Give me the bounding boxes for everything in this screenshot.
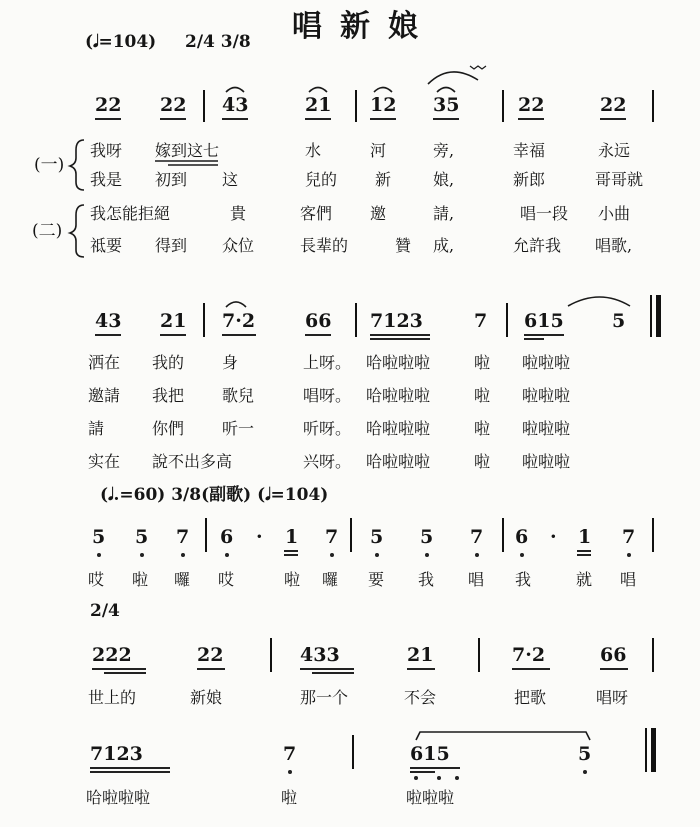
lyric: 我呀 [90,141,123,160]
lyric: 客們 [300,204,333,223]
lyric: 成, [433,236,455,255]
note: 1 [285,526,299,548]
lyric: 兒的 [305,170,338,189]
note-group: 615 [524,310,564,332]
lyric: 娘, [433,170,455,189]
lyric: 这 [222,170,239,189]
note: 6 [220,526,234,548]
note-group: 7 [474,310,488,332]
lyric: 新娘 [190,688,223,707]
brace [70,205,84,257]
refrain-header: (𝅘𝅥.=60) 3/8(副歌) (𝅘𝅥=104) [100,485,329,505]
note: 7 [325,526,339,548]
note-group: 7·2 [512,644,546,666]
note-group: 615 [410,743,450,765]
note: 5 [135,526,149,548]
lyric: 請, [433,204,455,223]
note: 1 [578,526,592,548]
slur [437,88,455,93]
note-group: 22 [95,94,122,116]
note-group: 43 [95,310,122,332]
note-group: 7123 [90,743,143,765]
note-group: 21 [407,644,434,666]
lyric: 哈啦啦啦 [366,353,431,372]
note-group: 433 [300,644,340,666]
lyric: 把歌 [514,688,547,707]
note-group: 22 [600,94,627,116]
lyric: 哈啦啦啦 [366,386,431,405]
lyric: 請 [88,419,105,438]
note-group: 22 [197,644,224,666]
note: 5 [420,526,434,548]
lyric: 祗要 [90,236,123,255]
lyric: 听一 [222,419,255,438]
lyric: 啦 [474,386,491,405]
lyric: 新郎 [513,170,546,189]
lyric: 唱一段 [520,204,569,223]
note: 7 [622,526,636,548]
lyric: 啦 [132,570,149,589]
lyric: 啦 [281,788,298,807]
lyric: 我是 [90,170,123,189]
breath-mark [470,66,486,69]
lyric: 唱 [468,570,485,589]
lyric: 啦 [474,419,491,438]
note-group: 66 [600,644,627,666]
note-group: 22 [160,94,187,116]
lyric: 我怎能拒絕 [90,204,171,223]
lyric: 你們 [152,419,185,438]
slur [226,302,246,307]
lyric: 囉 [322,570,339,589]
time-signature: 2/4 3/8 [185,32,251,52]
lyric: 啦 [474,452,491,471]
verse-label: (二) [32,221,63,241]
note-group: 21 [160,310,187,332]
note-group: 66 [305,310,332,332]
lyric: 唱 [620,570,637,589]
note: 7 [470,526,484,548]
lyric: 上呀。 [303,353,352,372]
lyric: 邀 [370,204,387,223]
lyric: 我 [515,570,532,589]
lyric: 唱呀。 [303,386,352,405]
note-group: 222 [92,644,132,666]
note: · [550,526,557,548]
lyric: 長辈的 [300,236,349,255]
lyric: 兴呀。 [303,452,352,471]
lyric: 啦啦啦 [522,452,571,471]
lyric: 得到 [155,236,188,255]
lyric: 河 [370,141,387,160]
phrase-tie [568,297,630,306]
note-group: 21 [305,94,332,116]
lyric: 唱呀 [596,688,629,707]
note-group: 5 [578,743,592,765]
note: 7 [176,526,190,548]
lyric: 哎 [88,570,105,589]
lyric: 啦啦啦 [522,353,571,372]
phrase-tie [428,72,478,84]
lyric: 歌兒 [222,386,255,405]
brace [70,140,84,190]
note-group: 7·2 [222,310,256,332]
lyric: 啦 [284,570,301,589]
note-group: 22 [518,94,545,116]
note: 5 [92,526,106,548]
lyric: 邀請 [88,386,121,405]
lyric: 我的 [152,353,185,372]
lyric: 要 [368,570,385,589]
note-group: 7123 [370,310,423,332]
lyric: 贊 [395,236,412,255]
lyric: 囉 [174,570,191,589]
lyric: 我把 [152,386,185,405]
lyric: 世上的 [88,688,137,707]
lyric: 貴 [230,204,247,223]
lyric: 哥哥就 [595,170,644,189]
slur [226,88,244,93]
note-group: 7 [283,743,297,765]
lyric: 允許我 [513,236,562,255]
lyric: 就 [576,570,593,589]
lyric: 众位 [222,236,255,255]
lyric: 听呀。 [303,419,352,438]
note: · [256,526,263,548]
note-group: 12 [370,94,397,116]
lyric: 哈啦啦啦 [366,452,431,471]
lyric: 那一个 [300,688,349,707]
lyric: 水 [305,141,322,160]
lyric: 嫁到这七 [155,141,220,160]
lyric: 不会 [404,688,437,707]
lyric: 小曲 [598,204,631,223]
note: 6 [515,526,529,548]
lyric: 啦啦啦 [522,386,571,405]
tempo-marking: (𝅘𝅥=104) [85,32,157,52]
meter-change: 2/4 [90,601,120,621]
lyric: 啦 [474,353,491,372]
lyric: 哈啦啦啦 [86,788,151,807]
slur [374,88,392,93]
lyric: 旁, [433,141,455,160]
lyric: 啦啦啦 [522,419,571,438]
note: 5 [370,526,384,548]
slur [309,88,327,93]
lyric: 实在 [88,452,121,471]
lyric: 幸福 [513,141,546,160]
lyric: 哈啦啦啦 [366,419,431,438]
lyric: 我 [418,570,435,589]
lyric: 新 [375,170,392,189]
lyric: 啦啦啦 [406,788,455,807]
lyric: 哎 [218,570,235,589]
lyric: 唱歌, [595,236,633,255]
note-group: 35 [433,94,460,116]
lyric: 說不出多高 [152,452,233,471]
lyric: 初到 [155,170,188,189]
note-group: 5 [612,310,626,332]
note-group: 43 [222,94,249,116]
song-title: 唱新娘 [292,9,436,44]
lyric: 洒在 [88,353,121,372]
lyric: 身 [222,353,239,372]
tie [416,732,590,740]
lyric: 永远 [598,141,631,160]
verse-label: (一) [34,155,65,175]
